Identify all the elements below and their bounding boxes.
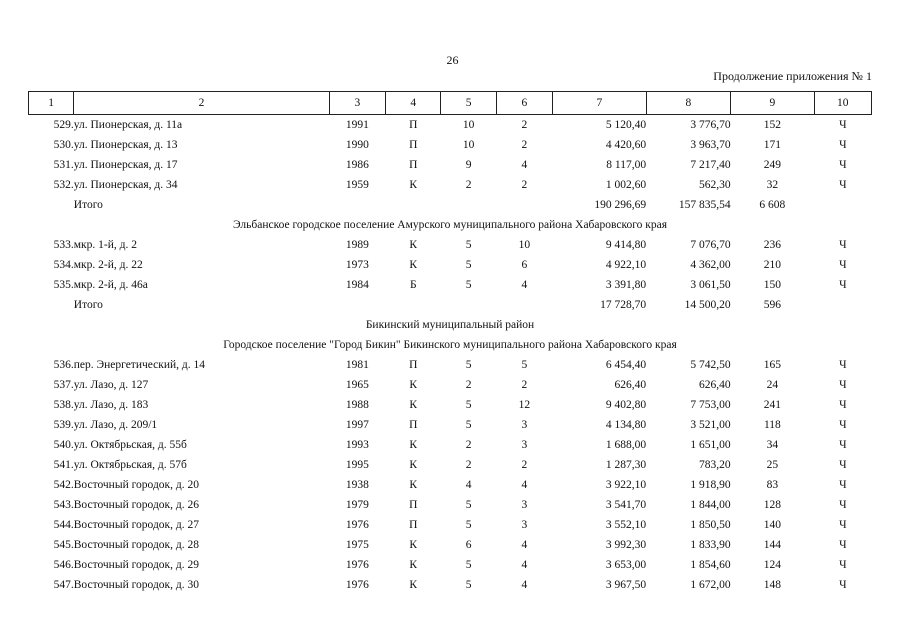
header-col-4: 4: [386, 92, 441, 115]
floors: 5: [465, 399, 472, 411]
continuation-note: Продолжение приложения № 1: [713, 69, 872, 83]
year-built: 1975: [345, 539, 369, 551]
year-built: [329, 195, 385, 215]
year-built: 1990: [345, 139, 369, 151]
status: Ч: [839, 519, 847, 531]
year-built: 1997: [345, 419, 369, 431]
total-area: 5 120,40: [605, 119, 647, 131]
total-row: [29, 195, 872, 215]
wall-material: П: [409, 159, 418, 171]
entrances: 4: [521, 579, 528, 591]
row-number: 533.: [53, 239, 74, 251]
wall-material: К: [409, 459, 418, 471]
address: мкр. 2-й, д. 22: [73, 259, 143, 271]
header-col-3: 3: [329, 92, 385, 115]
entrances: 2: [521, 139, 528, 151]
row-number: 531.: [53, 159, 74, 171]
floors: 6: [465, 539, 472, 551]
entrances: 4: [521, 159, 528, 171]
wall-material: П: [409, 139, 418, 151]
floors: 5: [465, 559, 472, 571]
living-area: 3 776,70: [690, 119, 731, 131]
year-built: 1989: [345, 239, 369, 251]
total-area: 1 002,60: [605, 179, 647, 191]
table-row: [29, 275, 872, 295]
entrances: 4: [521, 279, 528, 291]
table-row: [29, 575, 872, 595]
living-area: 562,30: [699, 179, 731, 191]
living-area: 626,40: [699, 379, 731, 391]
total-area: 3 992,30: [605, 539, 647, 551]
residents: 124: [763, 559, 781, 571]
wall-material: К: [409, 479, 418, 491]
entrances: 2: [521, 119, 528, 131]
living-area: 1 918,90: [690, 479, 731, 491]
residents: 118: [763, 419, 781, 431]
total-area: 1 287,30: [605, 459, 647, 471]
total-area: 8 117,00: [606, 159, 647, 171]
total-area: 3 541,70: [605, 499, 647, 511]
section-heading: Эльбанское городское поселение Амурского муниципального района Хабаровского края: [232, 219, 668, 231]
total-label: Итого: [73, 299, 103, 311]
row-number: 543.: [53, 499, 74, 511]
row-number: 534.: [53, 259, 74, 271]
residents: 128: [763, 499, 781, 511]
status: Ч: [839, 479, 847, 491]
table-row: [29, 475, 872, 495]
living-area: 1 850,50: [690, 519, 731, 531]
table-row: [29, 155, 872, 175]
address: ул. Октябрьская, д. 55б: [73, 439, 187, 451]
living-area: 1 672,00: [690, 579, 731, 591]
section-heading-row: [29, 315, 872, 335]
address: пер. Энергетический, д. 14: [73, 359, 205, 371]
total-row: [29, 295, 872, 315]
year-built: [329, 295, 385, 315]
status: Ч: [839, 359, 847, 371]
row-number: 535.: [53, 279, 74, 291]
living-area: 1 854,60: [690, 559, 731, 571]
entrances: 5: [521, 359, 528, 371]
wall-material: К: [409, 379, 418, 391]
total-area: 4 134,80: [605, 419, 647, 431]
year-built: 1976: [345, 579, 369, 591]
table-row: [29, 495, 872, 515]
row-number: 547.: [53, 579, 74, 591]
wall-material: К: [409, 539, 418, 551]
floors: 4: [465, 479, 472, 491]
wall-material: К: [409, 579, 418, 591]
header-col-1: 1: [29, 92, 74, 115]
residents: 148: [763, 579, 781, 591]
section-heading-row: [29, 335, 872, 355]
year-built: 1988: [345, 399, 369, 411]
row-number: 544.: [53, 519, 74, 531]
residents: 25: [766, 459, 779, 471]
entrances: 12: [518, 399, 531, 411]
residents: 144: [763, 539, 781, 551]
status: Ч: [839, 399, 847, 411]
status: Ч: [839, 579, 847, 591]
page-number: 26: [446, 53, 459, 67]
floors: 5: [465, 499, 472, 511]
year-built: 1991: [345, 119, 369, 131]
wall-material: [386, 195, 441, 215]
status: Ч: [839, 499, 847, 511]
entrances: 3: [521, 499, 528, 511]
residents: 210: [763, 259, 781, 271]
address: ул. Пионерская, д. 17: [73, 159, 178, 171]
residents: 236: [763, 239, 781, 251]
living-area: 1 833,90: [690, 539, 731, 551]
floors: 5: [465, 239, 472, 251]
address: ул. Лазо, д. 127: [73, 379, 149, 391]
floors: 2: [465, 379, 472, 391]
year-built: 1938: [345, 479, 369, 491]
header-col-5: 5: [441, 92, 496, 115]
entrances: 4: [521, 479, 528, 491]
header-col-10: 10: [814, 92, 871, 115]
table-row: [29, 135, 872, 155]
floors: 5: [465, 259, 472, 271]
status: Ч: [839, 459, 847, 471]
wall-material: П: [409, 519, 418, 531]
wall-material: К: [409, 559, 418, 571]
year-built: 1984: [345, 279, 369, 291]
year-built: 1979: [345, 499, 369, 511]
year-built: 1965: [345, 379, 369, 391]
living-area: 1 651,00: [690, 439, 731, 451]
address: ул. Пионерская, д. 34: [73, 179, 178, 191]
entrances: 3: [521, 519, 528, 531]
total-area: 4 922,10: [605, 259, 647, 271]
wall-material: П: [409, 499, 418, 511]
floors: 2: [465, 439, 472, 451]
row-number: [29, 195, 74, 215]
row-number: 529.: [53, 119, 74, 131]
residents: 140: [763, 519, 781, 531]
table-row: [29, 555, 872, 575]
residents: 150: [763, 279, 781, 291]
row-number: 537.: [53, 379, 74, 391]
header-col-8: 8: [646, 92, 731, 115]
total-area: 3 967,50: [605, 579, 647, 591]
address: ул. Пионерская, д. 13: [73, 139, 178, 151]
address: Восточный городок, д. 20: [73, 479, 199, 491]
total-area: 3 552,10: [605, 519, 647, 531]
table-row: [29, 435, 872, 455]
living-area: 157 835,54: [678, 199, 731, 211]
status: Ч: [839, 539, 847, 551]
year-built: 1959: [345, 179, 369, 191]
status: Ч: [839, 139, 847, 151]
living-area: 5 742,50: [690, 359, 731, 371]
table-row: [29, 395, 872, 415]
living-area: 3 061,50: [690, 279, 731, 291]
status: Ч: [839, 159, 847, 171]
entrances: 2: [521, 459, 528, 471]
total-area: 9 402,80: [605, 399, 647, 411]
residents: 34: [766, 439, 779, 451]
total-area: 190 296,69: [594, 199, 647, 211]
row-number: 538.: [53, 399, 74, 411]
entrances: [496, 295, 552, 315]
floors: 5: [465, 279, 472, 291]
floors: 2: [465, 179, 472, 191]
status: Ч: [839, 439, 847, 451]
wall-material: Б: [409, 279, 417, 291]
row-number: 540.: [53, 439, 74, 451]
table-row: [29, 355, 872, 375]
status: Ч: [839, 119, 847, 131]
address: мкр. 1-й, д. 2: [73, 239, 137, 251]
status: [814, 195, 871, 215]
wall-material: К: [409, 259, 418, 271]
table-body: [29, 115, 872, 596]
floors: 10: [462, 119, 475, 131]
floors: [441, 295, 496, 315]
header-col-2: 2: [74, 92, 330, 115]
row-number: [29, 295, 74, 315]
status: Ч: [839, 379, 847, 391]
entrances: [496, 195, 552, 215]
year-built: 1973: [345, 259, 369, 271]
wall-material: К: [409, 239, 418, 251]
table-row: [29, 415, 872, 435]
floors: 5: [465, 419, 472, 431]
wall-material: К: [409, 439, 418, 451]
wall-material: К: [409, 399, 418, 411]
total-label: Итого: [73, 199, 103, 211]
residents: 596: [763, 299, 781, 311]
year-built: 1976: [345, 519, 369, 531]
total-area: 1 688,00: [605, 439, 647, 451]
floors: 10: [462, 139, 475, 151]
section-heading: Бикинский муниципальный район: [365, 319, 535, 331]
total-area: 9 414,80: [605, 239, 647, 251]
residents: 152: [763, 119, 781, 131]
address: Восточный городок, д. 27: [73, 519, 199, 531]
total-area: 3 653,00: [605, 559, 647, 571]
section-heading-row: [29, 215, 872, 235]
entrances: 4: [521, 559, 528, 571]
status: Ч: [839, 559, 847, 571]
floors: 9: [465, 159, 472, 171]
header-col-7: 7: [553, 92, 647, 115]
table-row: [29, 375, 872, 395]
wall-material: П: [409, 419, 418, 431]
status: Ч: [839, 279, 847, 291]
address: Восточный городок, д. 29: [73, 559, 199, 571]
header-col-6: 6: [496, 92, 552, 115]
status: Ч: [839, 419, 847, 431]
floors: 5: [465, 519, 472, 531]
table-row: [29, 535, 872, 555]
year-built: 1976: [345, 559, 369, 571]
residents: 32: [766, 179, 779, 191]
entrances: 3: [521, 419, 528, 431]
living-area: 3 521,00: [690, 419, 731, 431]
total-area: 4 420,60: [605, 139, 647, 151]
wall-material: К: [409, 179, 418, 191]
address: Восточный городок, д. 30: [73, 579, 199, 591]
register-table: [28, 91, 872, 595]
row-number: 536.: [53, 359, 74, 371]
table-row: [29, 455, 872, 475]
table-row: [29, 175, 872, 195]
living-area: 7 076,70: [690, 239, 731, 251]
row-number: 542.: [53, 479, 74, 491]
floors: [441, 195, 496, 215]
living-area: 783,20: [699, 459, 731, 471]
address: ул. Октябрьская, д. 57б: [73, 459, 187, 471]
row-number: 541.: [53, 459, 74, 471]
floors: 2: [465, 459, 472, 471]
address: Восточный городок, д. 26: [73, 499, 199, 511]
row-number: 545.: [53, 539, 74, 551]
residents: 241: [763, 399, 781, 411]
living-area: 4 362,00: [690, 259, 731, 271]
wall-material: П: [409, 119, 418, 131]
status: Ч: [839, 259, 847, 271]
entrances: 3: [521, 439, 528, 451]
floors: 5: [465, 579, 472, 591]
residents: 171: [763, 139, 781, 151]
address: Восточный городок, д. 28: [73, 539, 199, 551]
total-area: 3 391,80: [605, 279, 647, 291]
year-built: 1981: [345, 359, 369, 371]
year-built: 1995: [345, 459, 369, 471]
entrances: 2: [521, 179, 528, 191]
total-area: 626,40: [614, 379, 647, 391]
table-row: [29, 115, 872, 136]
year-built: 1986: [345, 159, 369, 171]
status: Ч: [839, 239, 847, 251]
entrances: 10: [518, 239, 531, 251]
residents: 83: [766, 479, 779, 491]
floors: 5: [465, 359, 472, 371]
address: ул. Лазо, д. 209/1: [73, 419, 158, 431]
row-number: 530.: [53, 139, 74, 151]
section-heading: Городское поселение "Город Бикин" Бикинского муниципального района Хабаровского края: [223, 339, 677, 351]
address: ул. Лазо, д. 183: [73, 399, 149, 411]
row-number: 539.: [53, 419, 74, 431]
living-area: 1 844,00: [690, 499, 731, 511]
living-area: 7 753,00: [690, 399, 731, 411]
address: ул. Пионерская, д. 11а: [73, 119, 183, 131]
status: [814, 295, 871, 315]
header-row: [29, 92, 872, 115]
living-area: 3 963,70: [690, 139, 731, 151]
residents: 24: [766, 379, 779, 391]
wall-material: П: [409, 359, 418, 371]
row-number: 532.: [53, 179, 74, 191]
entrances: 4: [521, 539, 528, 551]
table-row: [29, 515, 872, 535]
total-area: 6 454,40: [605, 359, 647, 371]
entrances: 6: [521, 259, 528, 271]
header-col-9: 9: [731, 92, 814, 115]
total-area: 17 728,70: [600, 299, 647, 311]
wall-material: [386, 295, 441, 315]
table-row: [29, 255, 872, 275]
residents: 165: [763, 359, 781, 371]
address: мкр. 2-й, д. 46а: [73, 279, 148, 291]
living-area: 14 500,20: [684, 299, 731, 311]
status: Ч: [839, 179, 847, 191]
table-row: [29, 235, 872, 255]
year-built: 1993: [345, 439, 369, 451]
living-area: 7 217,40: [690, 159, 731, 171]
residents: 249: [763, 159, 781, 171]
entrances: 2: [521, 379, 528, 391]
residents: 6 608: [759, 199, 786, 211]
total-area: 3 922,10: [605, 479, 647, 491]
row-number: 546.: [53, 559, 74, 571]
